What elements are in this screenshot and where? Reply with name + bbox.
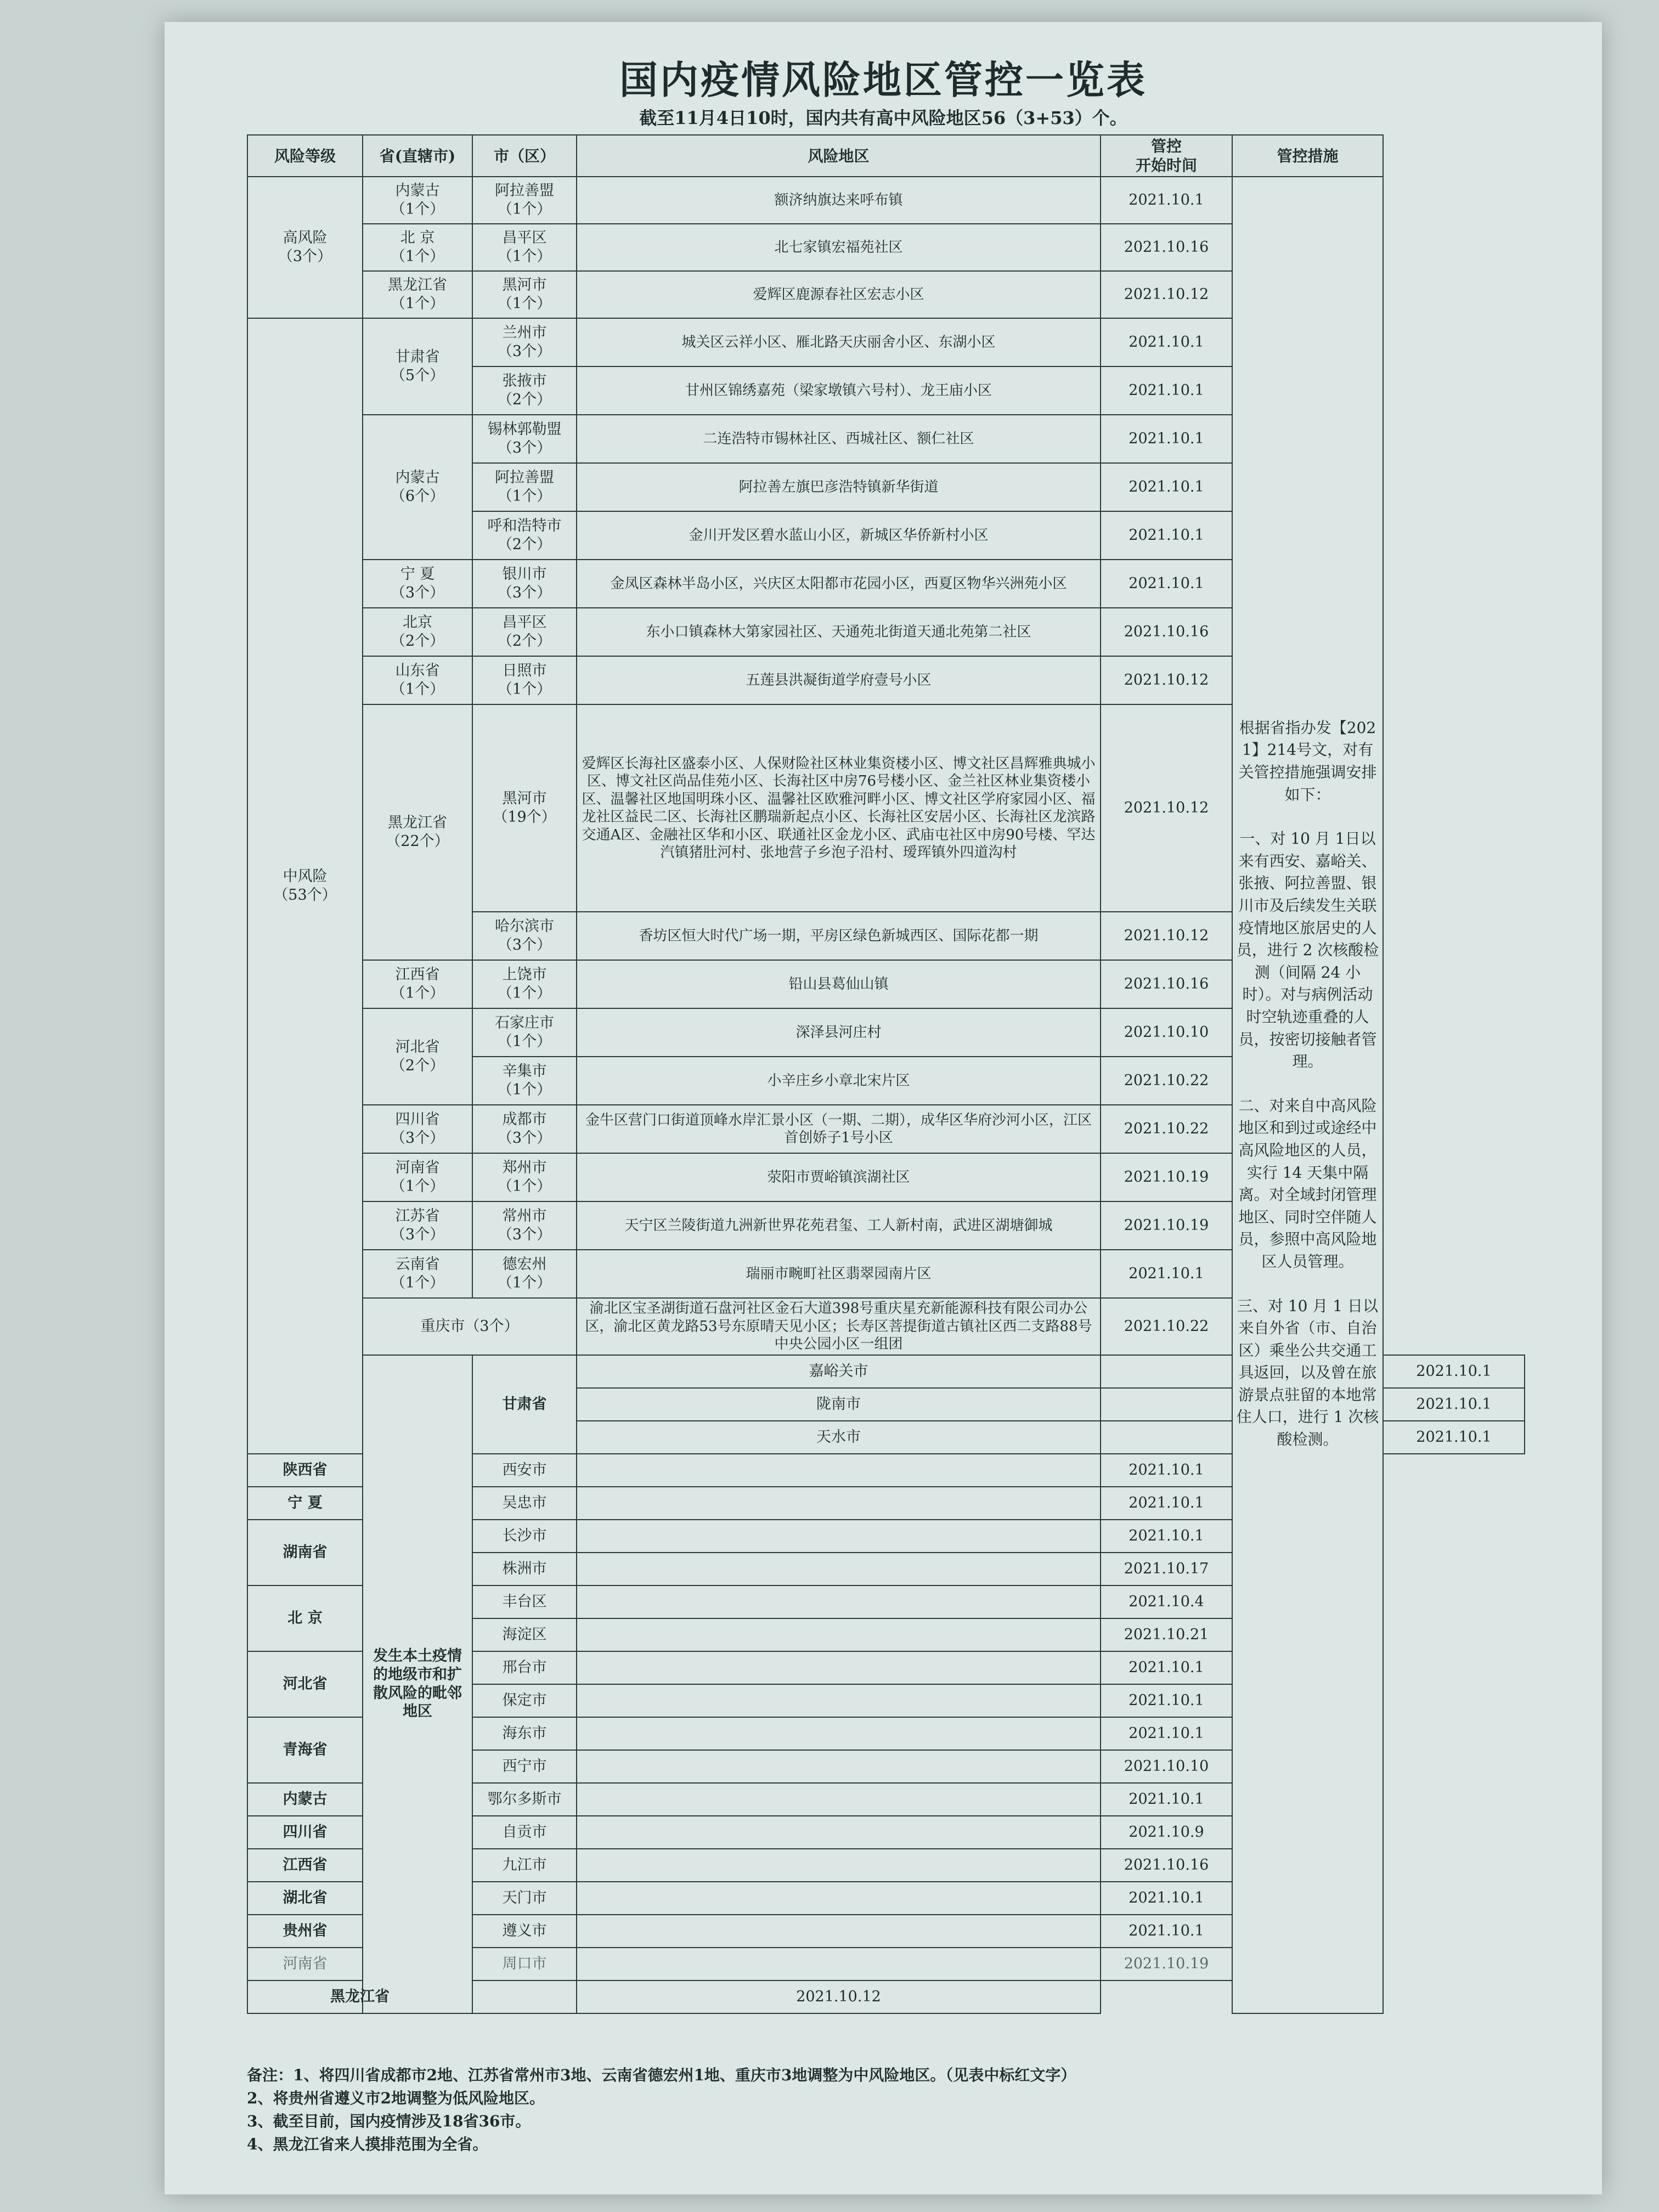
area-cell: 铅山县葛仙山镇 — [577, 960, 1101, 1008]
city-cell: 郑州市 （1个） — [472, 1153, 577, 1201]
area-cell: 北七家镇宏福苑社区 — [577, 224, 1101, 271]
date-cell: 2021.10.16 — [1101, 1849, 1232, 1882]
area-cell — [577, 1520, 1101, 1553]
area-cell — [577, 1882, 1101, 1915]
notes-block — [247, 2064, 1525, 2156]
city-cell: 上饶市 （1个） — [472, 960, 577, 1008]
city-cell: 张掖市 （2个） — [472, 366, 577, 415]
date-cell: 2021.10.12 — [1101, 912, 1232, 960]
province-cell: 江西省 — [247, 1849, 363, 1882]
province-cell: 山东省 （1个） — [363, 656, 472, 704]
province-cell: 河南省 （1个） — [363, 1153, 472, 1201]
area-cell — [577, 1651, 1101, 1684]
area-cell — [577, 1849, 1101, 1882]
date-cell: 2021.10.1 — [1101, 560, 1232, 608]
document-sheet — [165, 22, 1602, 2194]
area-cell: 额济纳旗达来呼布镇 — [577, 177, 1101, 224]
date-cell: 2021.10.1 — [1101, 318, 1232, 366]
date-cell: 2021.10.1 — [1101, 366, 1232, 415]
date-cell: 2021.10.22 — [1101, 1105, 1232, 1153]
city-cell: 西安市 — [472, 1454, 577, 1487]
area-cell: 渝北区宝圣湖街道石盘河社区金石大道398号重庆星充新能源科技有限公司办公区，渝北区黄龙路53号东原晴天见小区；长寿区菩提街道古镇社区西二支路88号中央公园小区一组团 — [577, 1298, 1101, 1355]
area-cell: 爱辉区鹿源春社区宏志小区 — [577, 271, 1101, 318]
area-cell — [577, 1454, 1101, 1487]
date-cell: 2021.10.1 — [1101, 1915, 1232, 1948]
date-cell: 2021.10.12 — [1101, 271, 1232, 318]
city-cell: 黑河市 （1个） — [472, 271, 577, 318]
city-cell: 常州市 （3个） — [472, 1201, 577, 1250]
date-cell: 2021.10.1 — [1101, 1487, 1232, 1520]
city-cell: 天水市 — [577, 1421, 1101, 1454]
date-cell: 2021.10.10 — [1101, 1008, 1232, 1057]
province-cell: 北京 （2个） — [363, 608, 472, 656]
level-medium: 中风险 （53个） — [247, 318, 363, 1454]
city-cell: 嘉峪关市 — [577, 1355, 1101, 1388]
level-high: 高风险 （3个） — [247, 177, 363, 318]
date-cell: 2021.10.1 — [1101, 1520, 1232, 1553]
province-cell: 河北省 — [247, 1651, 363, 1717]
area-cell: 金凤区森林半岛小区，兴庆区太阳都市花园小区，西夏区物华兴洲苑小区 — [577, 560, 1101, 608]
date-cell: 2021.10.1 — [1383, 1421, 1525, 1454]
area-cell — [577, 1915, 1101, 1948]
date-cell: 2021.10.12 — [1101, 656, 1232, 704]
city-cell: 海东市 — [472, 1717, 577, 1750]
measures-item-2: 二、对来自中高风险地区和到过或途经中高风险地区的人员，实行 14 天集中隔离。对全域封闭管理地区、同时空伴随人员，参照中高风险地区人员管理。 — [1238, 1096, 1377, 1271]
area-cell — [577, 1553, 1101, 1585]
city-cell: 邢台市 — [472, 1651, 577, 1684]
area-cell — [472, 1980, 577, 2013]
date-cell: 2021.10.1 — [1101, 1717, 1232, 1750]
city-cell: 日照市 （1个） — [472, 656, 577, 704]
city-cell: 石家庄市 （1个） — [472, 1008, 577, 1057]
province-cell: 江苏省 （3个） — [363, 1201, 472, 1250]
province-cell: 河南省 — [247, 1948, 363, 1980]
city-cell: 自贡市 — [472, 1816, 577, 1849]
city-cell: 保定市 — [472, 1684, 577, 1717]
area-cell: 五莲县洪凝街道学府壹号小区 — [577, 656, 1101, 704]
city-cell: 兰州市 （3个） — [472, 318, 577, 366]
measures-item-1: 一、对 10 月 1日以来有西安、嘉峪关、张掖、阿拉善盟、银川市及后续发生关联疫情地区旅居史的人员，进行 2 次核酸检测（间隔 24 小时）。对与病例活动时空轨迹重叠的人员，按密切接触者管理。 — [1236, 830, 1379, 1071]
city-cell: 遵义市 — [472, 1915, 577, 1948]
date-cell: 2021.10.1 — [1383, 1355, 1525, 1388]
date-cell: 2021.10.21 — [1101, 1618, 1232, 1651]
city-cell: 昌平区 （1个） — [472, 224, 577, 271]
header-city: 市（区） — [472, 135, 577, 177]
province-cell: 陕西省 — [247, 1454, 363, 1487]
date-cell: 2021.10.1 — [1101, 463, 1232, 511]
area-cell: 爱辉区长海社区盛泰小区、人保财险社区林业集资楼小区、博文社区昌辉雅典城小区、博文社区尚品佳苑小区、长海社区中房76号楼小区、金兰社区林业集资楼小区、温馨社区地国明珠小区、温馨社区欧雅河畔小区、博文社区学府家园小区、福龙社区益民二区、长海社区鹏瑞新起点小区、长海社区安居小区、长海社区龙滨路交通A区、金融社区华和小区、联通社区金龙小区、武庙屯社区中房90号楼、罕达汽镇猪肚河村、张地营子乡泡子沿村、瑷珲镇外四道沟村 — [577, 704, 1101, 912]
province-cell: 四川省 （3个） — [363, 1105, 472, 1153]
area-cell — [577, 1618, 1101, 1651]
date-cell: 2021.10.1 — [1101, 511, 1232, 560]
date-cell: 2021.10.4 — [1101, 1585, 1232, 1618]
header-province: 省(直辖市) — [363, 135, 472, 177]
area-cell — [577, 1487, 1101, 1520]
risk-area-table — [247, 134, 1525, 2014]
city-cell: 成都市 （3个） — [472, 1105, 577, 1153]
level-adjacent: 发生本土疫情的地级市和扩散风险的毗邻地区 — [363, 1355, 472, 2013]
date-cell: 2021.10.16 — [1101, 608, 1232, 656]
city-cell: 银川市 （3个） — [472, 560, 577, 608]
date-cell: 2021.10.19 — [1101, 1948, 1232, 1980]
date-cell: 2021.10.22 — [1101, 1298, 1232, 1355]
city-cell: 九江市 — [472, 1849, 577, 1882]
area-cell: 荥阳市贾峪镇滨湖社区 — [577, 1153, 1101, 1201]
area-cell: 甘州区锦绣嘉苑（梁家墩镇六号村）、龙王庙小区 — [577, 366, 1101, 415]
note-line: 2、将贵州省遵义市2地调整为低风险地区。 — [247, 2089, 545, 2107]
province-cell: 甘肃省 （5个） — [363, 318, 472, 415]
province-cell: 甘肃省 — [472, 1355, 577, 1454]
area-cell: 瑞丽市畹町社区翡翠园南片区 — [577, 1250, 1101, 1298]
date-cell: 2021.10.22 — [1101, 1057, 1232, 1105]
province-cell: 青海省 — [247, 1717, 363, 1783]
date-cell: 2021.10.1 — [1383, 1388, 1525, 1421]
city-cell: 鄂尔多斯市 — [472, 1783, 577, 1816]
area-cell — [577, 1816, 1101, 1849]
date-cell: 2021.10.9 — [1101, 1816, 1232, 1849]
page-subtitle: 截至11月4日10时，国内共有高中风险地区56（3+53）个。 — [639, 108, 1127, 128]
province-cell: 宁 夏 — [247, 1487, 363, 1520]
city-cell: 呼和浩特市 （2个） — [472, 511, 577, 560]
city-cell: 陇南市 — [577, 1388, 1101, 1421]
city-cell: 哈尔滨市 （3个） — [472, 912, 577, 960]
measures-cell — [1232, 177, 1383, 2013]
area-cell — [577, 1783, 1101, 1816]
city-cell: 辛集市 （1个） — [472, 1057, 577, 1105]
date-cell: 2021.10.1 — [1101, 1250, 1232, 1298]
date-cell: 2021.10.17 — [1101, 1553, 1232, 1585]
province-cell: 宁 夏 （3个） — [363, 560, 472, 608]
city-cell: 天门市 — [472, 1882, 577, 1915]
province-cell: 黑龙江省 — [247, 1980, 472, 2013]
province-cell: 云南省 （1个） — [363, 1250, 472, 1298]
date-cell: 2021.10.16 — [1101, 960, 1232, 1008]
date-cell: 2021.10.1 — [1101, 177, 1232, 224]
area-cell: 深泽县河庄村 — [577, 1008, 1101, 1057]
area-cell — [1101, 1421, 1232, 1454]
area-cell: 二连浩特市锡林社区、西城社区、额仁社区 — [577, 415, 1101, 463]
area-cell: 小辛庄乡小章北宋片区 — [577, 1057, 1101, 1105]
province-cell: 贵州省 — [247, 1915, 363, 1948]
date-cell: 2021.10.16 — [1101, 224, 1232, 271]
page-title: 国内疫情风险地区管控一览表 — [619, 57, 1147, 103]
area-cell — [577, 1948, 1101, 1980]
province-cell: 黑龙江省 （1个） — [363, 271, 472, 318]
date-cell: 2021.10.1 — [1101, 1454, 1232, 1487]
date-cell: 2021.10.12 — [577, 1980, 1101, 2013]
province-cell: 黑龙江省 （22个） — [363, 704, 472, 960]
area-cell: 城关区云祥小区、雁北路天庆丽舍小区、东湖小区 — [577, 318, 1101, 366]
city-cell: 吴忠市 — [472, 1487, 577, 1520]
table-row — [247, 177, 1525, 224]
city-cell: 丰台区 — [472, 1585, 577, 1618]
city-cell: 长沙市 — [472, 1520, 577, 1553]
date-cell: 2021.10.10 — [1101, 1750, 1232, 1783]
city-cell: 阿拉善盟 （1个） — [472, 463, 577, 511]
table-header-row — [247, 135, 1525, 177]
city-cell: 德宏州 （1个） — [472, 1250, 577, 1298]
province-cell: 内蒙古 — [247, 1783, 363, 1816]
province-cell: 湖南省 — [247, 1520, 363, 1585]
province-cell: 北 京 （1个） — [363, 224, 472, 271]
city-cell: 海淀区 — [472, 1618, 577, 1651]
area-cell — [1101, 1388, 1232, 1421]
note-line: 备注：1、将四川省成都市2地、江苏省常州市3地、云南省德宏州1地、重庆市3地调整为中风险地区。（见表中标红文字） — [247, 2066, 1076, 2084]
date-cell: 2021.10.19 — [1101, 1201, 1232, 1250]
header-start-time: 管控 开始时间 — [1101, 135, 1232, 177]
city-cell: 周口市 — [472, 1948, 577, 1980]
area-cell — [577, 1684, 1101, 1717]
header-level: 风险等级 — [247, 135, 363, 177]
area-cell: 东小口镇森林大第家园社区、天通苑北街道天通北苑第二社区 — [577, 608, 1101, 656]
province-cell: 四川省 — [247, 1816, 363, 1849]
city-cell: 株洲市 — [472, 1553, 577, 1585]
header-measures: 管控措施 — [1232, 135, 1383, 177]
province-cell: 内蒙古 （6个） — [363, 415, 472, 560]
area-cell — [577, 1717, 1101, 1750]
province-cell: 北 京 — [247, 1585, 363, 1651]
date-cell: 2021.10.19 — [1101, 1153, 1232, 1201]
area-cell: 金川开发区碧水蓝山小区，新城区华侨新村小区 — [577, 511, 1101, 560]
city-cell: 阿拉善盟 （1个） — [472, 177, 577, 224]
date-cell: 2021.10.1 — [1101, 1684, 1232, 1717]
measures-item-3: 三、对 10 月 1 日以来自外省（市、自治区）乘坐公共交通工具返回，以及曾在旅游景点驻留的本地常住人口，进行 1 次核酸检测。 — [1236, 1296, 1379, 1449]
province-cell: 湖北省 — [247, 1882, 363, 1915]
province-cell: 重庆市（3个） — [363, 1298, 577, 1355]
date-cell: 2021.10.1 — [1101, 1651, 1232, 1684]
area-cell — [577, 1585, 1101, 1618]
city-cell: 昌平区 （2个） — [472, 608, 577, 656]
city-cell: 西宁市 — [472, 1750, 577, 1783]
area-cell: 阿拉善左旗巴彦浩特镇新华街道 — [577, 463, 1101, 511]
city-cell: 锡林郭勒盟 （3个） — [472, 415, 577, 463]
area-cell — [577, 1750, 1101, 1783]
area-cell: 天宁区兰陵街道九洲新世界花苑君玺、工人新村南，武进区湖塘御城 — [577, 1201, 1101, 1250]
date-cell: 2021.10.1 — [1101, 1882, 1232, 1915]
header-area: 风险地区 — [577, 135, 1101, 177]
date-cell: 2021.10.1 — [1101, 1783, 1232, 1816]
province-cell: 河北省 （2个） — [363, 1008, 472, 1105]
measures-intro: 根据省指办发【2021】214号文，对有关管控措施强调安排如下： — [1238, 718, 1377, 804]
area-cell: 金牛区营门口街道顶峰水岸汇景小区（一期、二期），成华区华府沙河小区，江区首创娇子1号小区 — [577, 1105, 1101, 1153]
province-cell: 江西省 （1个） — [363, 960, 472, 1008]
area-cell — [1101, 1355, 1232, 1388]
area-cell: 香坊区恒大时代广场一期，平房区绿色新城西区、国际花都一期 — [577, 912, 1101, 960]
province-cell: 内蒙古 （1个） — [363, 177, 472, 224]
note-line: 4、黑龙江省来人摸排范围为全省。 — [247, 2135, 488, 2153]
note-line: 3、截至目前，国内疫情涉及18省36市。 — [247, 2112, 531, 2130]
date-cell: 2021.10.12 — [1101, 704, 1232, 912]
city-cell: 黑河市 （19个） — [472, 704, 577, 912]
date-cell: 2021.10.1 — [1101, 415, 1232, 463]
